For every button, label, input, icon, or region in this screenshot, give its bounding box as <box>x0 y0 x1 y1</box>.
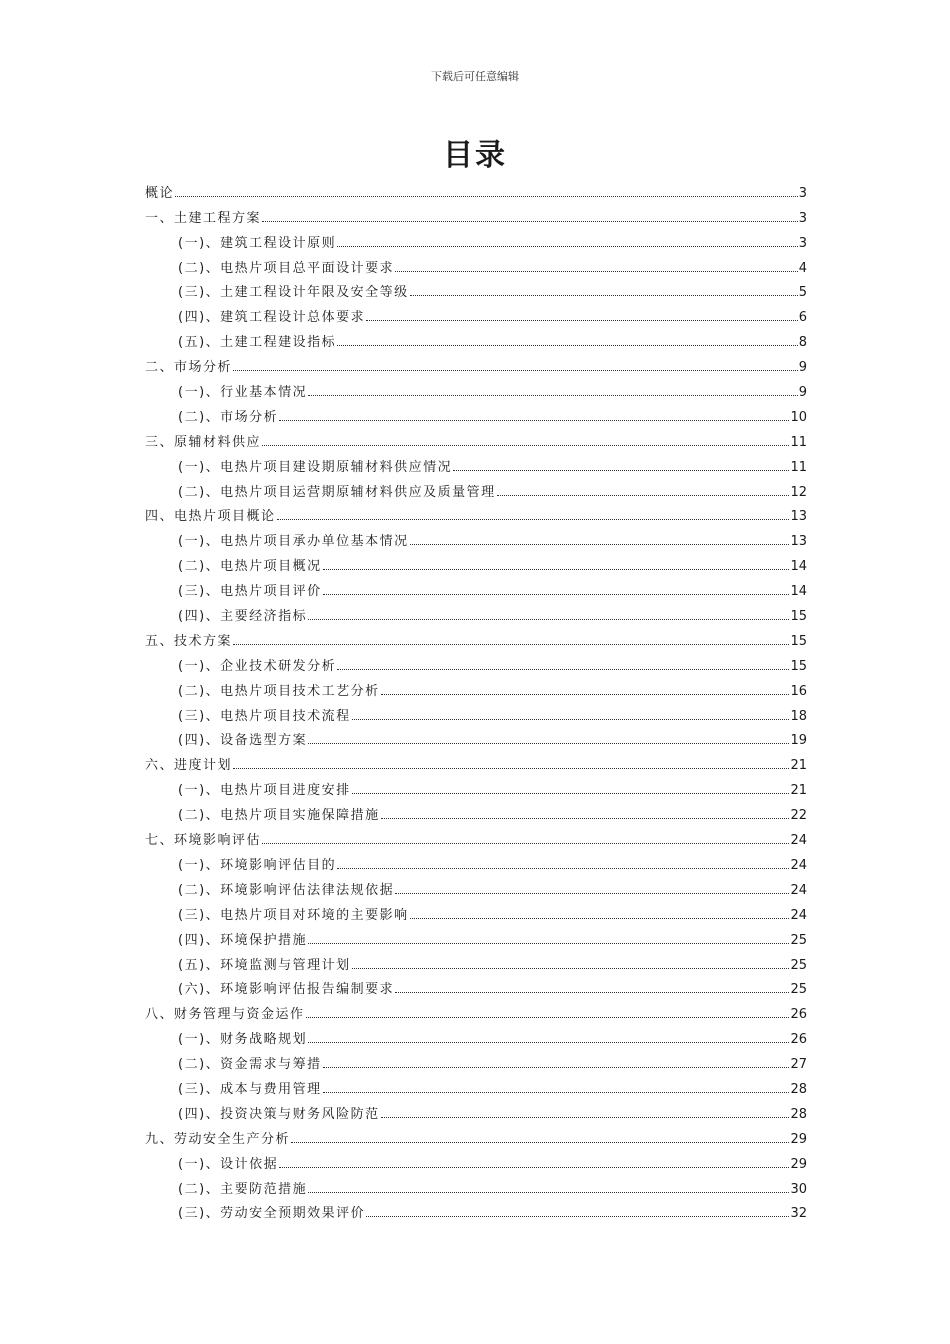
toc-entry[interactable] <box>145 300 807 325</box>
dot-leader <box>352 967 790 969</box>
toc-entry[interactable] <box>145 923 807 948</box>
toc-entry-label: (一)、建筑工程设计原则 <box>178 235 337 251</box>
toc-entry-label: (一)、电热片项目承办单位基本情况 <box>178 534 409 550</box>
dot-leader <box>323 1091 790 1093</box>
toc-entry-label: 三、原辅材料供应 <box>145 434 262 450</box>
toc-entry-label: (一)、电热片项目建设期原辅材料供应情况 <box>178 459 453 475</box>
toc-entry[interactable] <box>145 375 807 400</box>
toc-entry-label: (三)、成本与费用管理 <box>178 1081 322 1097</box>
dot-leader <box>262 842 789 844</box>
toc-entry[interactable] <box>145 599 807 624</box>
toc-entry-page: 19 <box>790 733 807 749</box>
toc-entry-label: (二)、电热片项目总平面设计要求 <box>178 260 395 276</box>
dot-leader <box>308 1191 789 1193</box>
toc-entry[interactable] <box>145 1172 807 1197</box>
dot-leader <box>323 568 790 570</box>
toc-entry-page: 15 <box>790 633 807 649</box>
toc-entry-label: (三)、电热片项目评价 <box>178 584 322 600</box>
toc-entry-page: 12 <box>790 484 807 500</box>
dot-leader <box>366 1215 789 1217</box>
toc-entry-page: 25 <box>790 957 807 973</box>
toc-entry-page: 5 <box>798 285 807 301</box>
toc-entry-label: (二)、电热片项目运营期原辅材料供应及质量管理 <box>178 484 496 500</box>
dot-leader <box>453 469 789 471</box>
header-note: 下载后可任意编辑 <box>431 70 519 83</box>
toc-entry-label: (二)、环境影响评估法律法规依据 <box>178 882 395 898</box>
toc-entry-label: (二)、市场分析 <box>178 409 279 425</box>
toc-entry-label: (一)、财务战略规划 <box>178 1032 308 1048</box>
toc-entry[interactable] <box>145 350 807 375</box>
toc-entry-page: 26 <box>790 1032 807 1048</box>
toc-entry-page: 11 <box>790 434 807 450</box>
toc-entry[interactable] <box>145 450 807 475</box>
toc-entry-page: 3 <box>798 210 807 226</box>
toc-entry[interactable] <box>145 1097 807 1122</box>
toc-entry-label: (三)、土建工程设计年限及安全等级 <box>178 285 409 301</box>
toc-entry-label: 二、市场分析 <box>145 360 233 376</box>
toc-entry-label: (二)、主要防范措施 <box>178 1181 308 1197</box>
toc-entry-page: 24 <box>790 882 807 898</box>
toc-entry[interactable] <box>145 773 807 798</box>
toc-entry[interactable] <box>145 549 807 574</box>
toc-entry[interactable] <box>145 201 807 226</box>
dot-leader <box>410 917 790 919</box>
toc-entry-page: 18 <box>790 708 807 724</box>
toc-entry-label: 七、环境影响评估 <box>145 833 262 849</box>
dot-leader <box>337 867 789 869</box>
dot-leader <box>308 394 798 396</box>
toc-entry-label: (一)、设计依据 <box>178 1156 279 1172</box>
toc-entry[interactable] <box>145 325 807 350</box>
toc-entry-page: 14 <box>790 559 807 575</box>
toc-entry-label: (三)、劳动安全预期效果评价 <box>178 1206 366 1222</box>
dot-leader <box>337 668 789 670</box>
dot-leader <box>262 220 798 222</box>
toc-entry-label: (五)、土建工程建设指标 <box>178 335 337 351</box>
toc-entry[interactable] <box>145 251 807 276</box>
toc-entry-label: (四)、设备选型方案 <box>178 733 308 749</box>
toc-entry-label: (二)、电热片项目技术工艺分析 <box>178 683 380 699</box>
toc-entry[interactable] <box>145 973 807 998</box>
dot-leader <box>381 693 790 695</box>
toc-entry-label: 五、技术方案 <box>145 633 233 649</box>
dot-leader <box>279 419 789 421</box>
toc-entry-page: 21 <box>790 758 807 774</box>
toc-entry[interactable] <box>145 276 807 301</box>
toc-entry-label: (一)、电热片项目进度安排 <box>178 783 351 799</box>
toc-entry[interactable] <box>145 500 807 525</box>
dot-leader <box>233 767 789 769</box>
toc-entry-label: (三)、电热片项目对环境的主要影响 <box>178 907 409 923</box>
toc-entry-page: 15 <box>790 609 807 625</box>
toc-entry-label: (五)、环境监测与管理计划 <box>178 957 351 973</box>
dot-leader <box>233 369 798 371</box>
toc-entry[interactable] <box>145 475 807 500</box>
toc-entry-page: 3 <box>798 185 807 201</box>
toc-entry-page: 14 <box>790 584 807 600</box>
toc-entry-page: 27 <box>790 1057 807 1073</box>
dot-leader <box>410 543 790 545</box>
dot-leader <box>308 618 789 620</box>
toc-entry-page: 24 <box>790 907 807 923</box>
toc-entry-page: 6 <box>798 310 807 326</box>
toc-entry-label: 概论 <box>145 185 175 201</box>
toc-entry[interactable] <box>145 649 807 674</box>
toc-entry-page: 21 <box>790 783 807 799</box>
toc-entry[interactable] <box>145 674 807 699</box>
dot-leader <box>308 1041 789 1043</box>
dot-leader <box>352 792 790 794</box>
toc-entry[interactable] <box>145 226 807 251</box>
toc-entry-label: 九、劳动安全生产分析 <box>145 1131 291 1147</box>
toc-entry-page: 25 <box>790 932 807 948</box>
dot-leader <box>337 344 798 346</box>
dot-leader <box>337 245 798 247</box>
toc-entry[interactable] <box>145 748 807 773</box>
toc-entry-label: (六)、环境影响评估报告编制要求 <box>178 982 395 998</box>
dot-leader <box>395 270 798 272</box>
toc-entry[interactable] <box>145 624 807 649</box>
dot-leader <box>352 718 790 720</box>
dot-leader <box>395 991 789 993</box>
toc-entry-page: 25 <box>790 982 807 998</box>
toc-entry-label: (四)、投资决策与财务风险防范 <box>178 1106 380 1122</box>
toc-entry-page: 13 <box>790 534 807 550</box>
toc-entry-label: 四、电热片项目概论 <box>145 509 276 525</box>
toc-entry[interactable] <box>145 574 807 599</box>
dot-leader <box>233 643 789 645</box>
dot-leader <box>323 593 790 595</box>
toc-entry-label: (一)、企业技术研发分析 <box>178 658 337 674</box>
toc-entry-page: 3 <box>798 235 807 251</box>
toc-entry[interactable] <box>145 823 807 848</box>
dot-leader <box>291 1141 789 1143</box>
dot-leader <box>277 518 790 520</box>
toc-entry-label: (二)、电热片项目概况 <box>178 559 322 575</box>
toc-entry-label: (四)、主要经济指标 <box>178 609 308 625</box>
dot-leader <box>308 942 789 944</box>
toc-entry[interactable] <box>145 873 807 898</box>
toc-entry[interactable] <box>145 948 807 973</box>
toc-entry-label: (四)、建筑工程设计总体要求 <box>178 310 366 326</box>
toc-entry-page: 10 <box>790 409 807 425</box>
toc-entry[interactable] <box>145 898 807 923</box>
dot-leader <box>262 444 789 446</box>
toc-entry-label: (四)、环境保护措施 <box>178 932 308 948</box>
dot-leader <box>306 1016 790 1018</box>
toc-entry-label: 八、财务管理与资金运作 <box>145 1007 305 1023</box>
toc-entry[interactable] <box>145 524 807 549</box>
toc-entry-label: (一)、行业基本情况 <box>178 385 308 401</box>
toc-entry[interactable] <box>145 699 807 724</box>
toc-entry-page: 24 <box>790 857 807 873</box>
dot-leader <box>381 1116 790 1118</box>
table-of-contents <box>145 176 807 1221</box>
toc-entry[interactable] <box>145 997 807 1022</box>
toc-entry-page: 16 <box>790 683 807 699</box>
toc-entry-page: 15 <box>790 658 807 674</box>
dot-leader <box>308 742 789 744</box>
toc-entry-page: 4 <box>798 260 807 276</box>
toc-entry[interactable] <box>145 1122 807 1147</box>
toc-entry-page: 29 <box>790 1131 807 1147</box>
dot-leader <box>381 817 790 819</box>
toc-entry-label: 一、土建工程方案 <box>145 210 262 226</box>
dot-leader <box>410 294 798 296</box>
toc-entry-page: 28 <box>790 1106 807 1122</box>
toc-entry[interactable] <box>145 1197 807 1222</box>
toc-entry-page: 22 <box>790 808 807 824</box>
toc-entry[interactable] <box>145 400 807 425</box>
toc-entry-page: 28 <box>790 1081 807 1097</box>
toc-entry-page: 11 <box>790 459 807 475</box>
dot-leader <box>497 494 790 496</box>
toc-entry[interactable] <box>145 798 807 823</box>
dot-leader <box>279 1166 789 1168</box>
toc-entry-page: 9 <box>798 360 807 376</box>
toc-entry-label: (二)、电热片项目实施保障措施 <box>178 808 380 824</box>
toc-entry-page: 29 <box>790 1156 807 1172</box>
toc-entry[interactable] <box>145 425 807 450</box>
toc-entry-page: 24 <box>790 833 807 849</box>
toc-entry-page: 9 <box>798 385 807 401</box>
toc-entry-page: 8 <box>798 335 807 351</box>
dot-leader <box>323 1066 790 1068</box>
toc-entry-page: 30 <box>790 1181 807 1197</box>
toc-entry-label: (二)、资金需求与筹措 <box>178 1057 322 1073</box>
toc-entry[interactable] <box>145 1022 807 1047</box>
toc-entry[interactable] <box>145 1072 807 1097</box>
dot-leader <box>395 892 789 894</box>
dot-leader <box>175 195 798 197</box>
toc-entry[interactable] <box>145 848 807 873</box>
toc-entry-label: (一)、环境影响评估目的 <box>178 857 337 873</box>
toc-entry[interactable] <box>145 1147 807 1172</box>
toc-entry-page: 26 <box>790 1007 807 1023</box>
toc-entry-page: 13 <box>790 509 807 525</box>
page-title: 目录 <box>443 138 507 173</box>
toc-entry[interactable] <box>145 724 807 749</box>
toc-entry[interactable] <box>145 1047 807 1072</box>
dot-leader <box>366 319 798 321</box>
toc-entry-page: 32 <box>790 1206 807 1222</box>
toc-entry-label: (三)、电热片项目技术流程 <box>178 708 351 724</box>
toc-entry[interactable] <box>145 176 807 201</box>
toc-entry-label: 六、进度计划 <box>145 758 233 774</box>
